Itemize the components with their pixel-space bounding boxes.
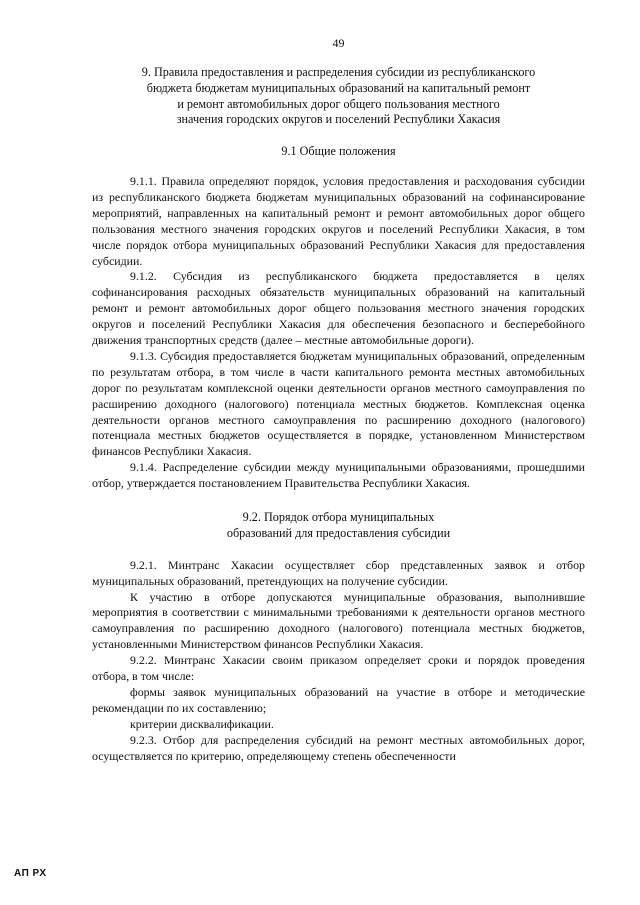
paragraph-application-forms: формы заявок муниципальных образований на участие в отборе и методические рекомендации по их составлению; [92,684,585,715]
section-title-line: бюджета бюджетам муниципальных образований на капитальный ремонт [146,80,531,95]
paragraph-9-1-4: 9.1.4. Распределение субсидии между муниципальными образованиями, прошедшими отбор, утверждается постановлением Правительства Республики Хакасия. [92,460,585,491]
page-number: 49 [332,36,345,50]
subsection-title-line: образований для предоставления субсидии [226,525,451,540]
section-title-line: и ремонт автомобильных дорог общего пользования местного [177,96,500,111]
paragraph-9-1-2: 9.1.2. Субсидия из республиканского бюджета предоставляется в целях софинансирования расходных обязательств муниципальных образований на капитальный ремонт и ремонт автомобильных дорог общего пользования местного значения городских округов и поселений Республики Хакасия для обеспечения безопасного и бесперебойного движения транспортных средств (далее – местные автомобильные дороги). [92,269,585,348]
paragraph-9-2-2: 9.2.2. Минтранс Хакасии своим приказом определяет сроки и порядок проведения отбора, в том числе: [92,653,585,684]
section-title [92,65,585,128]
subsection-selection-body [92,558,585,765]
paragraph-disqualification: критерии дисквалификации. [130,716,274,731]
section-title-line: 9. Правила предоставления и распределения субсидии из республиканского [141,65,536,79]
paragraph-9-2-1: 9.2.1. Минтранс Хакасии осуществляет сбор представленных заявок и отбор муниципальных образований, претендующих на получение субсидии. [92,557,585,588]
subsection-title-general: 9.1 Общие положения [281,144,396,159]
paragraph-9-1-1: 9.1.1. Правила определяют порядок, условия предоставления и расходования субсидии из республиканского бюджета бюджетам муниципальных образований на софинансирование мероприятий, направленных на капитальный ремонт и ремонт автомобильных дорог общего пользования местного значения городских округов и поселений Республики Хакасия, в том числе порядок отбора муниципальных образований Республики Хакасия для предоставления субсидии. [92,173,585,268]
subsection-title-line: 9.2. Порядок отбора муниципальных [242,510,435,525]
paragraph-9-1-3: 9.1.3. Субсидия предоставляется бюджетам муниципальных образований, определенным по результатам отбора, в том числе в части капитального ремонта местных автомобильных дорог по результатам комплексной оценки деятельности органов местного самоуправления по расширению доходного (налогового) потенциала местных бюджетов. Комплексная оценка деятельности органов местного самоуправления по расширению доходного (налогового) потенциала местных бюджетов осуществляется в порядке, установленном Министерством финансов Республики Хакасия. [92,348,585,459]
section-title-line: значения городских округов и поселений Республики Хакасия [176,112,501,127]
subsection-title-selection [92,510,585,542]
paragraph-admission: К участию в отборе допускаются муниципальные образования, выполнившие мероприятия в соответствии с минимальными требованиями к деятельности органов местного самоуправления по расширению доходного (налогового) потенциала местных бюджетов, установленными Министерством финансов Республики Хакасия. [92,589,585,652]
paragraph-9-2-3: 9.2.3. Отбор для распределения субсидий на ремонт местных автомобильных дорог, осуществляется по критерию, определяющему степень обеспеченности [92,732,585,763]
footer-stamp-mark: АП РХ [14,868,47,879]
subsection-general-body [92,174,585,492]
